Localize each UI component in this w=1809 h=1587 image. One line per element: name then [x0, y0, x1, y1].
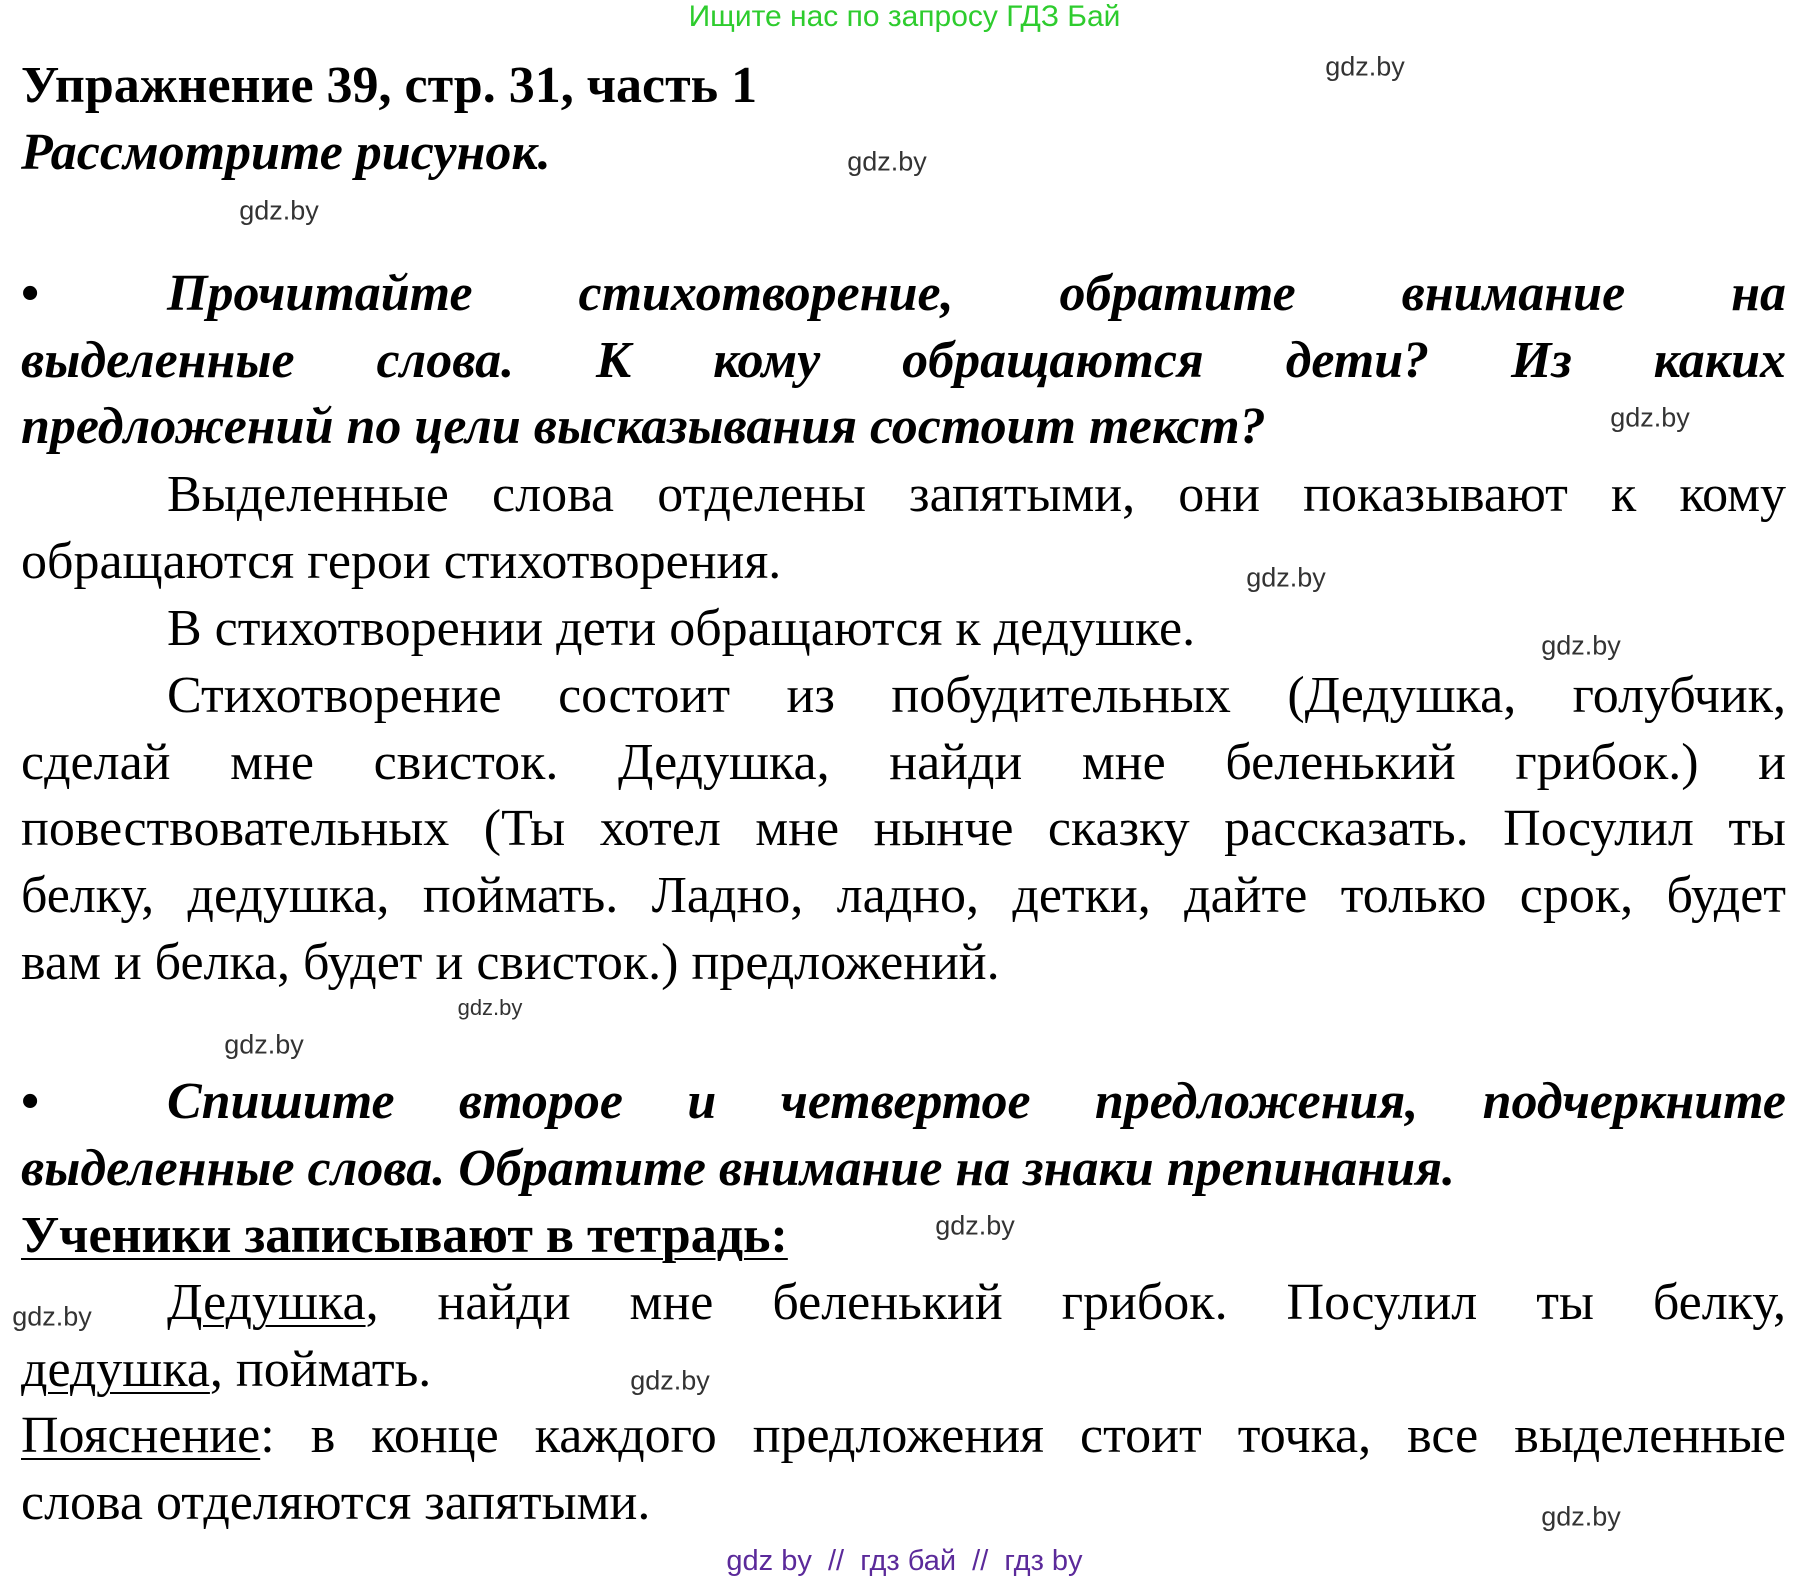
- answer-line: В стихотворении дети обращаются к дедушке.: [167, 600, 1196, 657]
- answer-line: повествовательных (Ты хотел мне нынче сказку рассказать. Посулил ты: [21, 800, 1786, 857]
- answer-line: вам и белка, будет и свисток.) предложений.: [21, 934, 1000, 991]
- answer-line: Стихотворение состоит из побудительных (Дедушка, голубчик,: [167, 667, 1786, 724]
- watermark: gdz.by: [12, 1301, 92, 1332]
- watermark: gdz.by: [1541, 630, 1621, 661]
- watermark: gdz.by: [457, 995, 523, 1020]
- task1-line: • Прочитайте стихотворение, обратите внимание на: [21, 260, 1786, 327]
- subtitle: Рассмотрите рисунок.: [21, 124, 551, 181]
- underlined-word: дедушка: [21, 1341, 210, 1398]
- answer-line: обращаются герои стихотворения.: [21, 533, 782, 590]
- bullet: •: [21, 1073, 40, 1130]
- notebook-line: Дедушка, найди мне беленький грибок. Посулил ты белку,: [167, 1274, 1786, 1331]
- task2-line: • Спишите второе и четвертое предложения, подчеркните: [21, 1068, 1786, 1135]
- explanation-line: Пояснение: в конце каждого предложения стоит точка, все выделенные: [21, 1407, 1786, 1464]
- notebook-line: дедушка, поймать.: [21, 1341, 432, 1398]
- task2-line: выделенные слова. Обратите внимание на знаки препинания.: [21, 1140, 1456, 1197]
- footer-links: gdz by // гдз бай // гдз by: [726, 1545, 1083, 1577]
- underlined-word: Дедушка: [167, 1274, 366, 1331]
- notebook-heading: Ученики записывают в тетрадь:: [21, 1207, 788, 1264]
- watermark: gdz.by: [630, 1365, 710, 1396]
- watermark: gdz.by: [239, 195, 319, 226]
- watermark: gdz.by: [847, 146, 927, 177]
- page-title: Упражнение 39, стр. 31, часть 1: [21, 57, 758, 114]
- watermark: gdz.by: [1541, 1501, 1621, 1532]
- bullet: •: [21, 265, 40, 322]
- answer-line: белку, дедушка, поймать. Ладно, ладно, детки, дайте только срок, будет: [21, 867, 1786, 924]
- explanation-label: Пояснение: [21, 1407, 261, 1464]
- task1-line: предложений по цели высказывания состоит текст?: [21, 398, 1266, 455]
- answer-line: сделай мне свисток. Дедушка, найди мне беленький грибок.) и: [21, 734, 1786, 791]
- watermark: gdz.by: [224, 1029, 304, 1060]
- watermark: gdz.by: [1325, 51, 1405, 82]
- watermark: gdz.by: [1610, 402, 1690, 433]
- search-banner: Ищите нас по запросу ГДЗ Бай: [688, 0, 1121, 33]
- task1-line: выделенные слова. К кому обращаются дети? Из каких: [21, 332, 1786, 389]
- explanation-line: слова отделяются запятыми.: [21, 1474, 651, 1531]
- watermark: gdz.by: [1246, 562, 1326, 593]
- watermark: gdz.by: [935, 1210, 1015, 1241]
- answer-line: Выделенные слова отделены запятыми, они показывают к кому: [167, 466, 1786, 523]
